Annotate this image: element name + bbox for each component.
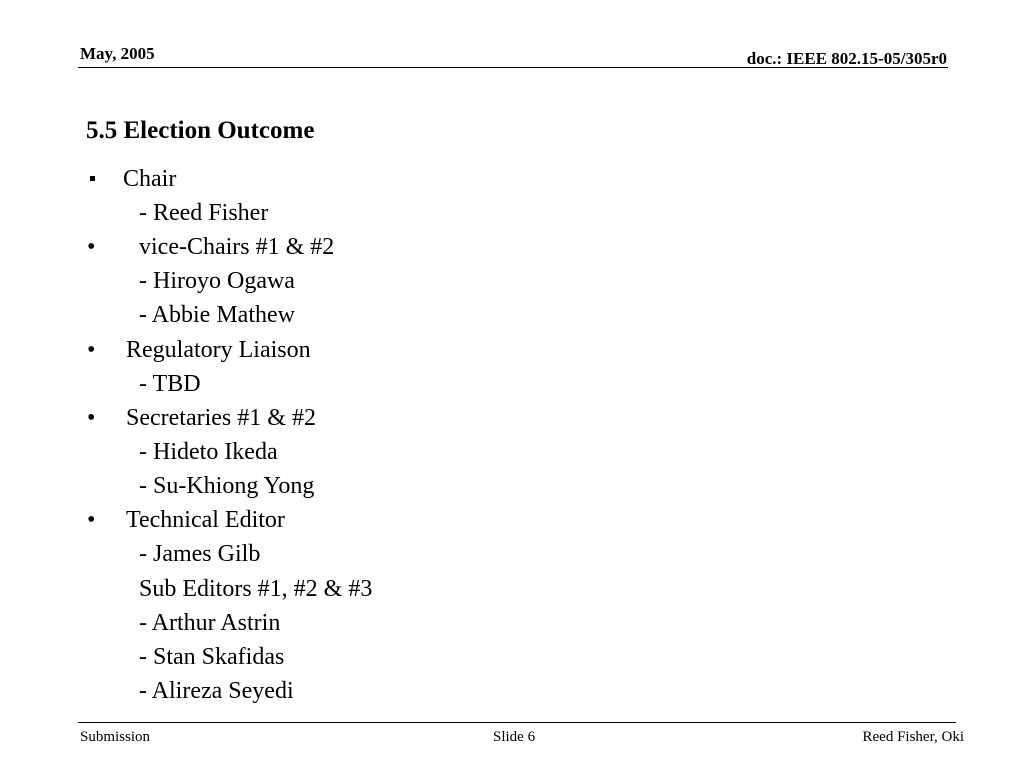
bullet-icon: •	[87, 507, 96, 533]
footer-slide-number: Slide 6	[493, 729, 536, 745]
header-date: May, 2005	[80, 44, 155, 63]
bullet-icon: •	[87, 337, 96, 363]
outline-subitem: - Hideto Ikeda	[139, 439, 278, 465]
outline-subitem: - Arthur Astrin	[139, 610, 281, 636]
outline-subitem: - TBD	[139, 371, 201, 397]
outline-subitem: - James Gilb	[139, 541, 261, 567]
bullet-icon: •	[87, 405, 96, 431]
outline-item-technical-editor: Technical Editor	[126, 507, 285, 533]
footer-submission: Submission	[80, 729, 151, 745]
outline-subitem: - Hiroyo Ogawa	[139, 268, 295, 294]
square-bullet-icon	[90, 176, 95, 181]
outline-subheading-sub-editors: Sub Editors #1, #2 & #3	[139, 576, 373, 602]
outline-subitem: - Alireza Seyedi	[139, 678, 294, 704]
outline-subitem: - Su-Khiong Yong	[139, 473, 315, 499]
footer-author: Reed Fisher, Oki	[862, 729, 964, 745]
outline-item-chair: Chair	[123, 166, 177, 192]
outline-item-secretaries: Secretaries #1 & #2	[126, 405, 316, 431]
footer-rule	[78, 722, 956, 723]
slide-title: 5.5 Election Outcome	[86, 117, 315, 144]
outline-item-vice-chairs: vice-Chairs #1 & #2	[139, 234, 335, 260]
bullet-icon: •	[87, 234, 96, 260]
outline-subitem: - Stan Skafidas	[139, 644, 285, 670]
header-doc-id: doc.: IEEE 802.15-05/305r0	[746, 49, 947, 68]
outline-subitem: - Reed Fisher	[139, 200, 269, 226]
outline-item-regulatory-liaison: Regulatory Liaison	[126, 337, 311, 363]
outline-subitem: - Abbie Mathew	[139, 302, 295, 328]
